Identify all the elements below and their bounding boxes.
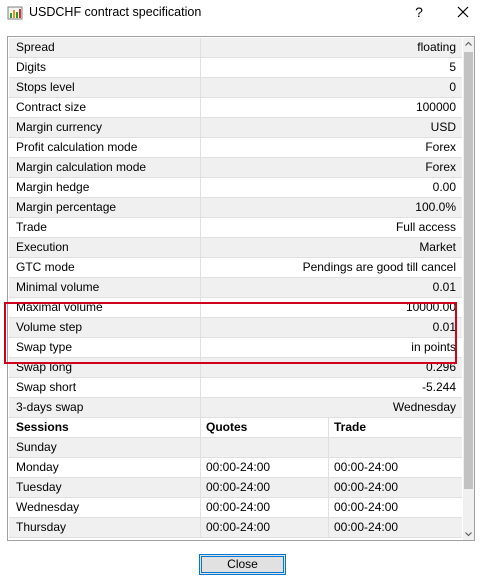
spec-value: Full access	[395, 220, 456, 234]
spec-row[interactable]	[9, 58, 462, 78]
specification-list	[9, 38, 462, 540]
spec-value: Market	[419, 240, 456, 254]
spec-row[interactable]	[9, 178, 462, 198]
spec-row[interactable]	[9, 118, 462, 138]
session-row[interactable]	[9, 518, 462, 538]
session-row[interactable]	[9, 458, 462, 478]
window-title: USDCHF contract specification	[29, 5, 202, 19]
spec-value: 100000	[415, 100, 456, 114]
session-day: Wednesday	[9, 498, 201, 517]
spec-row[interactable]	[9, 278, 462, 298]
scrollbar-thumb[interactable]	[464, 52, 473, 489]
spec-row[interactable]	[9, 398, 462, 418]
session-day: Sunday	[9, 438, 201, 457]
sessions-header-cell: Sessions	[9, 418, 201, 437]
scroll-down-icon[interactable]	[463, 528, 474, 540]
session-quotes	[201, 438, 329, 457]
spec-value: Pendings are good till cancel	[302, 260, 456, 274]
spec-name: Maximal volume	[9, 298, 201, 317]
session-trade: 00:00-24:00	[334, 520, 399, 534]
spec-name: Stops level	[9, 78, 201, 97]
session-day: Tuesday	[9, 478, 201, 497]
spec-value: Wednesday	[392, 400, 456, 414]
sessions-header-cell: Trade	[334, 420, 367, 434]
spec-value: 100.0%	[415, 200, 456, 214]
session-day: Monday	[9, 458, 201, 477]
spec-name: Margin currency	[9, 118, 201, 137]
spec-row[interactable]	[9, 378, 462, 398]
spec-value: 0	[449, 80, 456, 94]
session-row[interactable]	[9, 478, 462, 498]
spec-value: 0.00	[432, 180, 456, 194]
session-quotes: 00:00-24:00	[201, 458, 329, 477]
spec-name: Profit calculation mode	[9, 138, 201, 157]
spec-row[interactable]	[9, 258, 462, 278]
spec-name: Spread	[9, 38, 201, 57]
spec-row[interactable]	[9, 78, 462, 98]
session-row[interactable]	[9, 498, 462, 518]
scroll-up-icon[interactable]	[463, 38, 474, 50]
spec-row[interactable]	[9, 98, 462, 118]
spec-row[interactable]	[9, 338, 462, 358]
spec-value: Forex	[425, 140, 456, 154]
spec-name: Trade	[9, 218, 201, 237]
sessions-header-cell: Quotes	[201, 418, 329, 437]
spec-value: 0.296	[425, 360, 456, 374]
close-button-label: Close	[227, 557, 258, 571]
spec-value: floating	[417, 40, 456, 54]
spec-name: Contract size	[9, 98, 201, 117]
close-button[interactable]	[199, 554, 286, 575]
app-icon	[7, 5, 23, 21]
spec-row[interactable]	[9, 158, 462, 178]
spec-value: in points	[411, 340, 456, 354]
spec-row[interactable]	[9, 138, 462, 158]
spec-name: Margin calculation mode	[9, 158, 201, 177]
spec-value: -5.244	[421, 380, 456, 394]
session-trade: 00:00-24:00	[334, 500, 399, 514]
spec-row[interactable]	[9, 198, 462, 218]
session-trade	[329, 438, 462, 457]
sessions-header-row	[9, 418, 462, 438]
session-trade: 00:00-24:00	[334, 480, 399, 494]
spec-value: 5	[449, 60, 456, 74]
spec-name: Margin percentage	[9, 198, 201, 217]
help-button[interactable]: ?	[415, 4, 423, 20]
spec-row[interactable]	[9, 318, 462, 338]
vertical-scrollbar[interactable]	[463, 38, 474, 540]
spec-row[interactable]	[9, 238, 462, 258]
spec-name: Minimal volume	[9, 278, 201, 297]
spec-name: Swap type	[9, 338, 201, 357]
session-quotes: 00:00-24:00	[201, 518, 329, 537]
spec-name: Swap short	[9, 378, 201, 397]
spec-name: Volume step	[9, 318, 201, 337]
session-quotes: 00:00-24:00	[201, 478, 329, 497]
session-trade: 00:00-24:00	[334, 460, 399, 474]
spec-value: 10000.00	[405, 300, 456, 314]
spec-value: 0.01	[432, 280, 456, 294]
spec-row[interactable]	[9, 298, 462, 318]
spec-value: 0.01	[432, 320, 456, 334]
spec-name: GTC mode	[9, 258, 201, 277]
session-day: Thursday	[9, 518, 201, 537]
close-window-icon[interactable]	[452, 1, 474, 23]
session-quotes: 00:00-24:00	[201, 498, 329, 517]
specification-panel	[7, 36, 475, 541]
spec-row[interactable]	[9, 218, 462, 238]
spec-name: Digits	[9, 58, 201, 77]
spec-value: USD	[430, 120, 456, 134]
title-bar	[0, 0, 483, 25]
spec-name: Swap long	[9, 358, 201, 377]
spec-value: Forex	[425, 160, 456, 174]
spec-name: Margin hedge	[9, 178, 201, 197]
spec-row[interactable]	[9, 38, 462, 58]
session-row[interactable]	[9, 438, 462, 458]
spec-row[interactable]	[9, 358, 462, 378]
spec-name: 3-days swap	[9, 398, 201, 417]
spec-name: Execution	[9, 238, 201, 257]
